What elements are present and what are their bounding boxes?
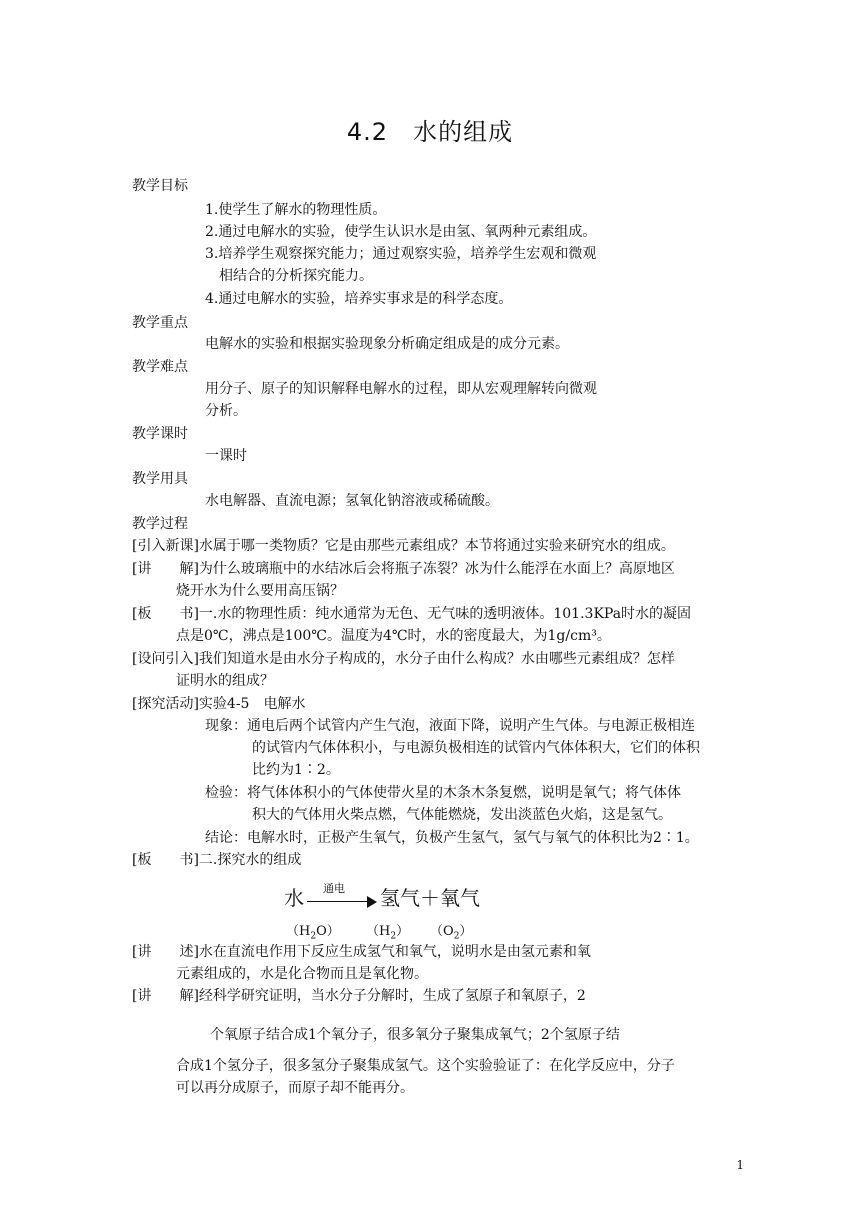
equation-reactant: 水 bbox=[284, 886, 304, 910]
section-heading-process: 教学过程 bbox=[132, 516, 188, 532]
objective-4: 4.通过电解水的实验，培养实事求是的科学态度。 bbox=[205, 291, 513, 307]
phenomenon-text-cont-1: 的试管内气体体积小，与电源负极相连的试管内气体体积大，它们的体积 bbox=[252, 740, 700, 756]
intro-paragraph: [引入新课]水属于哪一类物质？它是由那些元素组成？本节将通过实验来研究水的组成。 bbox=[132, 538, 675, 554]
section-heading-key-points: 教学重点 bbox=[132, 315, 188, 331]
explain-paragraph-2-cont-1: 个氧原子结合成1个氧分子，很多氧分子聚集成氧气；2个氢原子结 bbox=[210, 1027, 620, 1043]
section-heading-objectives: 教学目标 bbox=[132, 178, 188, 194]
objective-3-cont: 相结合的分析探究能力。 bbox=[219, 268, 373, 284]
formula-hydrogen: $(H_2)$ bbox=[366, 924, 410, 942]
objective-1: 1.使学生了解水的物理性质。 bbox=[205, 202, 387, 218]
section-heading-periods: 教学课时 bbox=[132, 426, 188, 442]
formula-water: $(H_2O)$ bbox=[286, 924, 340, 942]
periods-text: 一课时 bbox=[205, 448, 247, 464]
phenomenon-text: 现象：通电后两个试管内产生气泡，液面下降，说明产生气体。与电源正极相连 bbox=[205, 718, 695, 734]
board-paragraph-2: [板 书]二.探究水的组成 bbox=[132, 852, 302, 868]
board-paragraph-1: [板 书]一.水的物理性质：纯水通常为无色、无气味的透明液体。101.3KPa时水的凝固 bbox=[132, 606, 692, 622]
explain-paragraph-2-cont-2: 合成1个氢分子，很多氢分子聚集成氢气。这个实验验证了：在化学反应中，分子 bbox=[176, 1058, 675, 1074]
question-paragraph: [设问引入]我们知道水是由水分子构成的，水分子由什么构成？水由哪些元素组成？怎样 bbox=[132, 651, 675, 667]
board-paragraph-1-cont: 点是0℃，沸点是100℃。温度为4℃时，水的密度最大，为1g/cm³。 bbox=[176, 628, 611, 644]
explain-paragraph-2-cont-3: 可以再分成原子，而原子却不能再分。 bbox=[176, 1080, 414, 1096]
phenomenon-text-cont-2: 比约为1∶2。 bbox=[252, 762, 340, 778]
section-heading-tools: 教学用具 bbox=[132, 471, 188, 487]
conclusion-text: 结论：电解水时，正极产生氧气，负极产生氢气，氢气与氧气的体积比为2∶1。 bbox=[205, 830, 699, 846]
key-points-text: 电解水的实验和根据实验现象分析确定组成是的成分元素。 bbox=[205, 336, 569, 352]
section-heading-difficulties: 教学难点 bbox=[132, 359, 188, 375]
formula-oxygen: $(O_2)$ bbox=[430, 924, 473, 942]
page-title: 4.2 水的组成 bbox=[346, 118, 514, 146]
objective-3: 3.培养学生观察探究能力；通过观察实验，培养学生宏观和微观 bbox=[205, 246, 597, 262]
reaction-arrow-icon bbox=[307, 881, 377, 910]
equation-condition: 通电 bbox=[323, 881, 345, 895]
difficulties-text: 用分子、原子的知识解释电解水的过程，即从宏观理解转向微观 bbox=[205, 381, 597, 397]
explain-paragraph-1-cont: 烧开水为什么要用高压锅？ bbox=[176, 583, 344, 599]
activity-heading: [探究活动]实验4-5 电解水 bbox=[132, 696, 306, 712]
statement-paragraph: [讲 述]水在直流电作用下反应生成氢气和氧气，说明水是由氢元素和氧 bbox=[132, 944, 591, 960]
electrolysis-equation bbox=[284, 882, 480, 911]
difficulties-text-cont: 分析。 bbox=[205, 403, 247, 419]
explain-paragraph-1: [讲 解]为什么玻璃瓶中的水结冰后会将瓶子冻裂？冰为什么能浮在水面上？高原地区 bbox=[132, 561, 675, 577]
test-text-cont: 积大的气体用火柴点燃，气体能燃烧，发出淡蓝色火焰，这是氢气。 bbox=[252, 807, 672, 823]
equation-products: 氢气＋氧气 bbox=[380, 886, 480, 910]
explain-paragraph-2: [讲 解]经科学研究证明，当水分子分解时，生成了氢原子和氧原子，2 bbox=[132, 988, 586, 1004]
question-paragraph-cont: 证明水的组成？ bbox=[176, 673, 274, 689]
objective-2: 2.通过电解水的实验，使学生认识水是由氢、氧两种元素组成。 bbox=[205, 224, 597, 240]
tools-text: 水电解器、直流电源；氢氧化钠溶液或稀硫酸。 bbox=[205, 493, 499, 509]
page-number: 1 bbox=[736, 1158, 744, 1172]
statement-paragraph-cont: 元素组成的，水是化合物而且是氧化物。 bbox=[176, 966, 428, 982]
test-text: 检验：将气体体积小的气体使带火星的木条木条复燃，说明是氧气；将气体体 bbox=[205, 785, 681, 801]
